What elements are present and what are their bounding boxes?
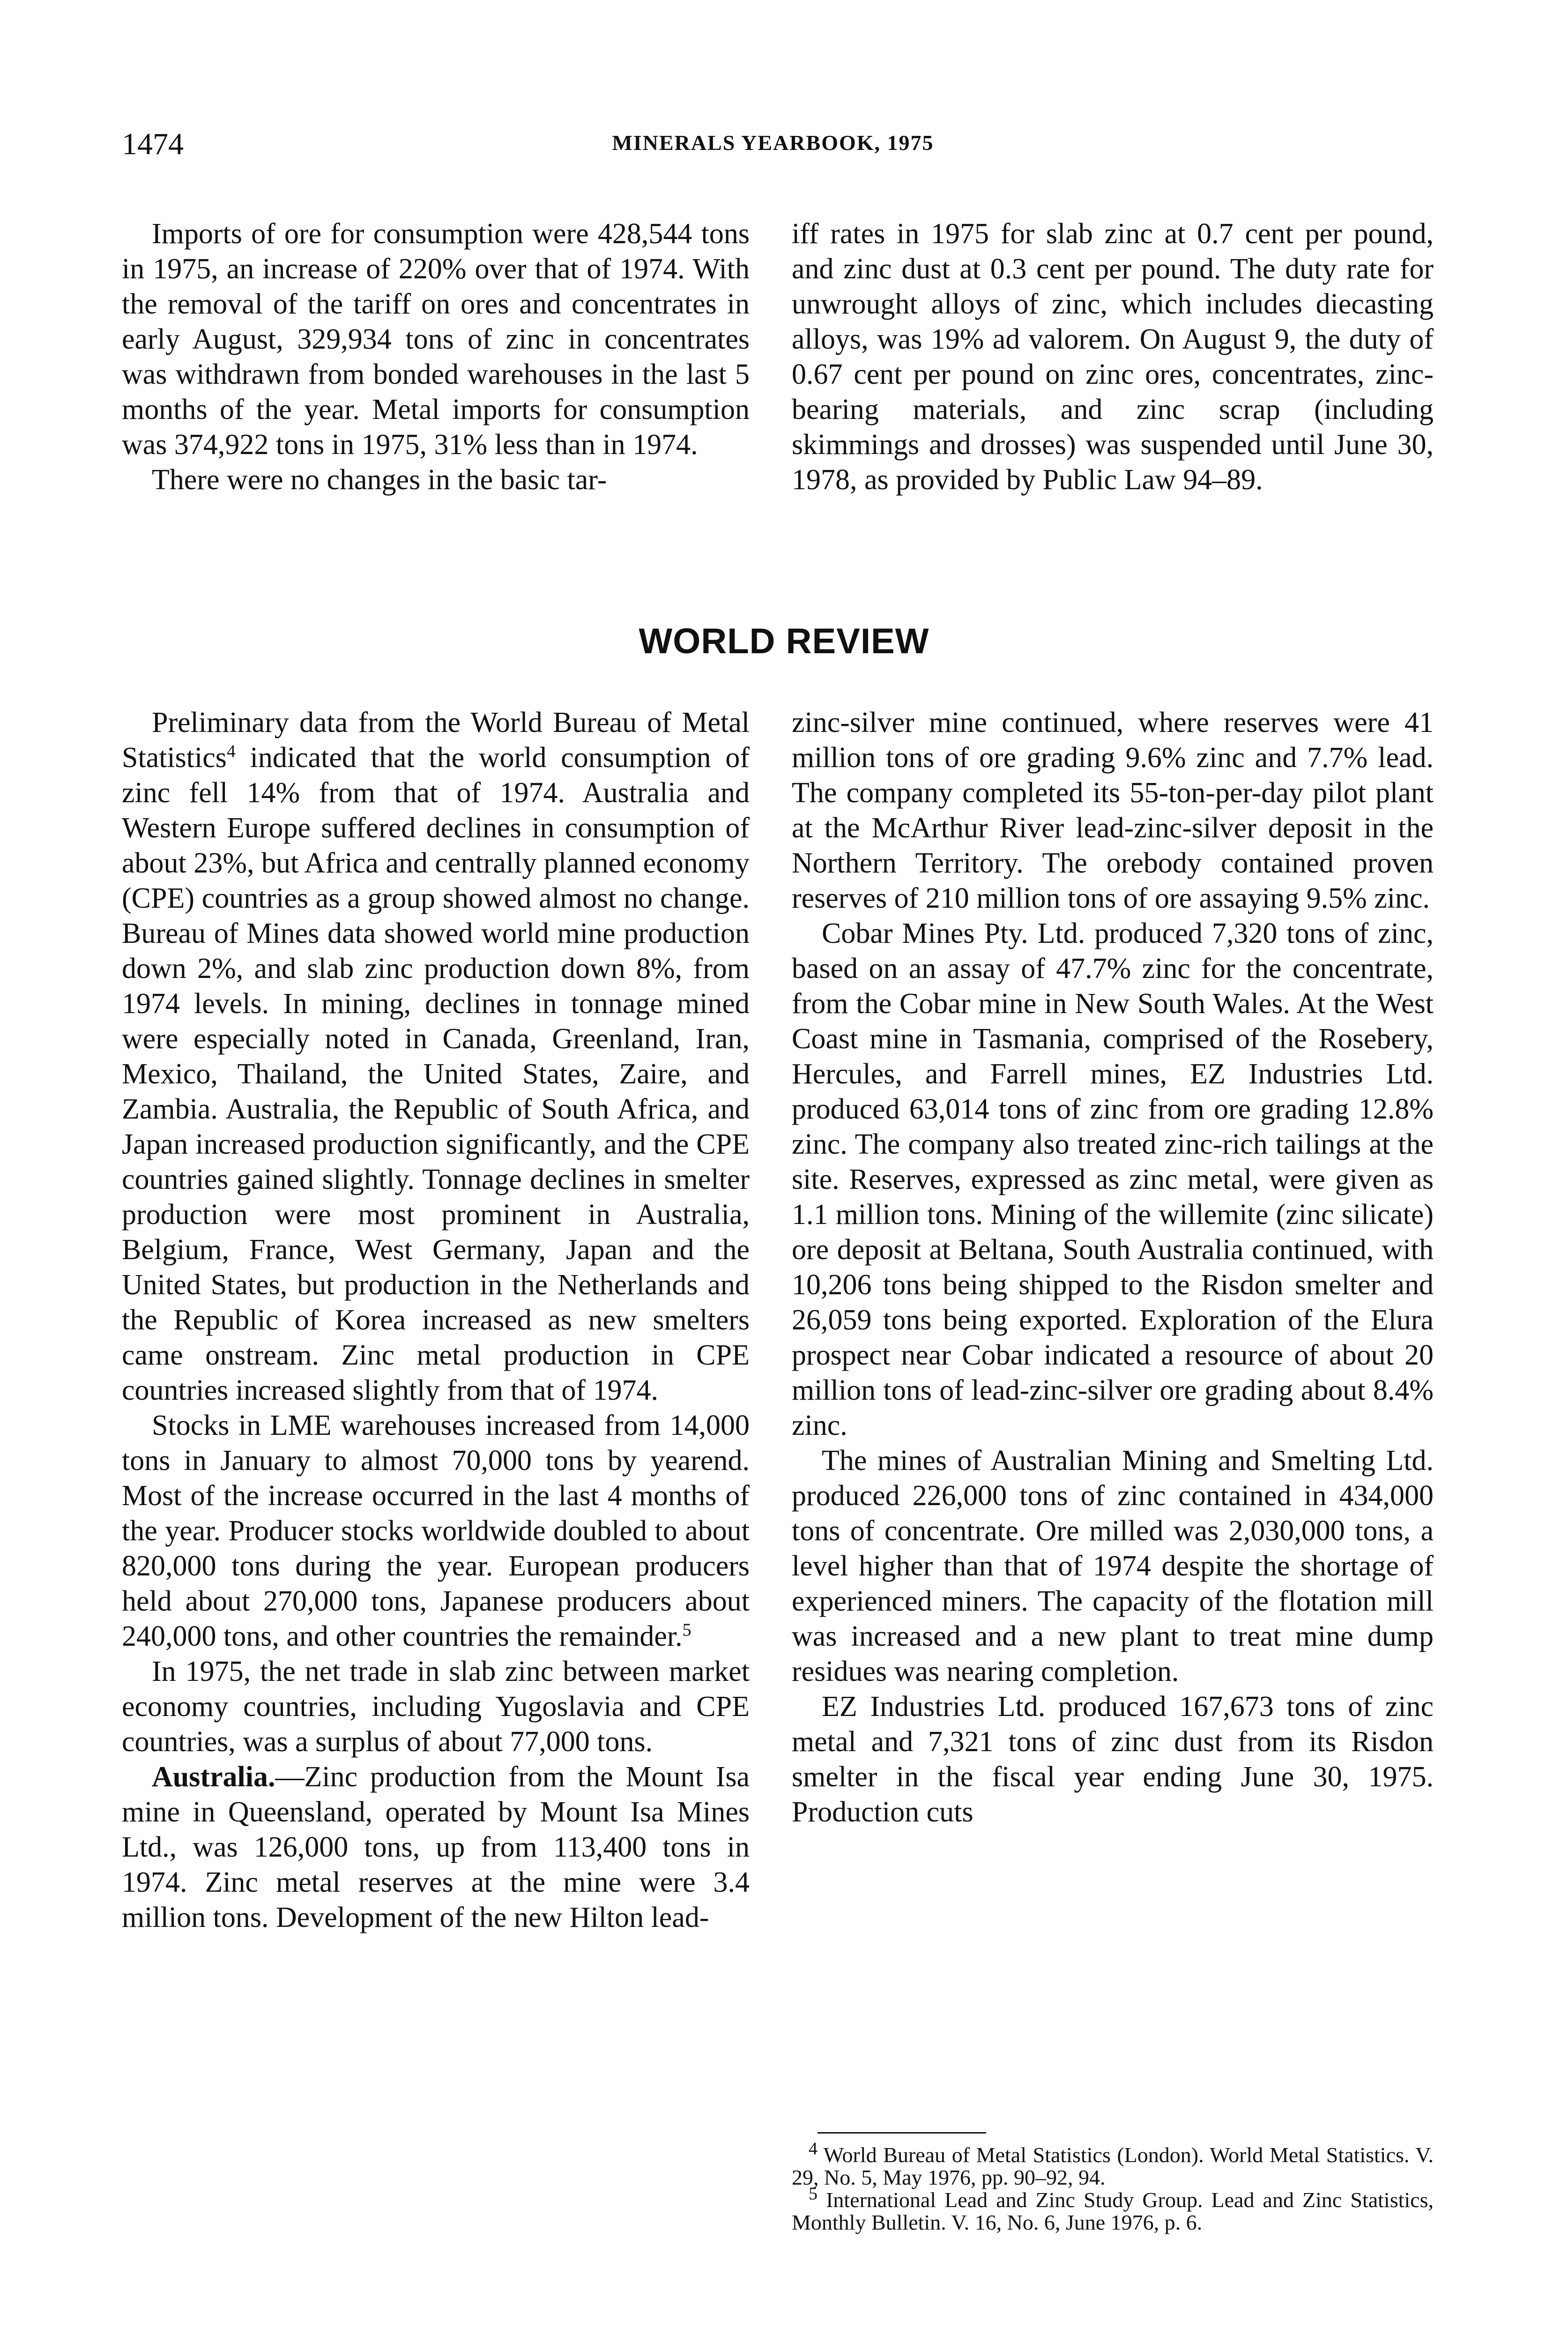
footnote-mark: 5 [809, 2184, 817, 2204]
top-left-column [122, 216, 750, 498]
paragraph [122, 705, 750, 1408]
top-right-column [792, 216, 1434, 498]
paragraph: zinc-silver mine continued, where reserves were 41 million tons of ore grading 9.6% zinc and 7.7% lead. The company completed its 55-ton-per-day pilot plant at the McArthur River lead-zinc-silver deposit in the Northern Territory. The orebody contained proven reserves of 210 million tons of ore assaying 9.5% zinc. [792, 707, 1434, 914]
paragraph-text: Preliminary data from the World Bureau of Metal Statistics [122, 707, 750, 774]
footnotes [792, 2139, 1434, 2234]
paragraph [122, 1760, 750, 1935]
footnote [792, 2139, 1434, 2189]
footnote-divider [817, 2132, 986, 2134]
footnote-ref: 4 [226, 741, 236, 761]
paragraph: There were no changes in the basic tar- [152, 464, 607, 496]
footnote-text: World Bureau of Metal Statistics (London). World Metal Statistics. V. 29, No. 5, May 1976, pp. 90–92, 94. [792, 2143, 1434, 2189]
footnote-text: International Lead and Zinc Study Group. Lead and Zinc Statistics, Monthly Bulletin. V. 16, No. 6, June 1976, p. 6. [792, 2188, 1434, 2234]
run-in-heading: Australia. [152, 1761, 275, 1793]
running-head: MINERALS YEARBOOK, 1975 [612, 131, 934, 155]
footnote [792, 2184, 1434, 2234]
paragraph-text: Stocks in LME warehouses increased from 14,000 tons in January to almost 70,000 tons by yearend. Most of the increase occurred in the last 4 months of the year. Producer stocks worldwide doubled to about 820,000 tons during the year. European producers held about 270,000 tons, Japanese producers about 240,000 tons, and other countries the remainder. [122, 1410, 750, 1652]
footnote-ref: 5 [682, 1620, 691, 1640]
paragraph: Imports of ore for consumption were 428,544 tons in 1975, an increase of 220% over that of 1974. With the removal of the tariff on ores and concentrates in early August, 329,934 tons of zinc in concentrates was withdrawn from bonded warehouses in the last 5 months of the year. Metal imports for consumption was 374,922 tons in 1975, 31% less than in 1974. [122, 218, 750, 461]
right-column [792, 705, 1434, 1830]
paragraph: The mines of Australian Mining and Smelting Ltd. produced 226,000 tons of zinc contained in 434,000 tons of concentrate. Ore milled was 2,030,000 tons, a level higher than that of 1974 despite the shortage of experienced miners. The capacity of the flotation mill was increased and a new plant to treat mine dump residues was nearing completion. [792, 1445, 1434, 1687]
page-header [122, 127, 1424, 169]
paragraph [122, 1408, 750, 1654]
paragraph-text: —Zinc production from the Mount Isa mine in Queensland, operated by Mount Isa Mines Ltd., was 126,000 tons, up from 113,400 tons in 1974. Zinc metal reserves at the mine were 3.4 million tons. Development of the new Hilton lead- [122, 1761, 750, 1933]
paragraph: In 1975, the net trade in slab zinc between market economy countries, including Yugoslavia and CPE countries, was a surplus of about 77,000 tons. [122, 1656, 750, 1758]
paragraph: iff rates in 1975 for slab zinc at 0.7 cent per pound, and zinc dust at 0.3 cent per pound. The duty rate for unwrought alloys of zinc, which includes diecasting alloys, was 19% ad valorem. On August 9, the duty of 0.67 cent per pound on zinc ores, concentrates, zinc-bearing materials, and zinc scrap (including skimmings and drosses) was suspended until June 30, 1978, as provided by Public Law 94–89. [792, 218, 1434, 496]
paragraph-text: indicated that the world consumption of zinc fell 14% from that of 1974. Australia and Western Europe suffered declines in consumption of about 23%, but Africa and centrally planned economy (CPE) countries as a group showed almost no change. Bureau of Mines data showed world mine production down 2%, and slab zinc production down 8%, from 1974 levels. In mining, declines in tonnage mined were especially noted in Canada, Greenland, Iran, Mexico, Thailand, the United States, Zaire, and Zambia. Australia, the Republic of South Africa, and Japan increased production significantly, and the CPE countries gained slightly. Tonnage declines in smelter production were most prominent in Australia, Belgium, France, West Germany, Japan and the United States, but production in the Netherlands and the Republic of Korea increased as new smelters came onstream. Zinc metal production in CPE countries increased slightly from that of 1974. [122, 742, 750, 1406]
page-number: 1474 [122, 127, 184, 161]
paragraph: EZ Industries Ltd. produced 167,673 tons of zinc metal and 7,321 tons of zinc dust from its Risdon smelter in the fiscal year ending June 30, 1975. Production cuts [792, 1691, 1434, 1828]
footnote-mark: 4 [809, 2139, 817, 2159]
section-heading: WORLD REVIEW [639, 621, 929, 661]
left-column [122, 705, 750, 1935]
paragraph: Cobar Mines Pty. Ltd. produced 7,320 tons of zinc, based on an assay of 47.7% zinc for the concentrate, from the Cobar mine in New South Wales. At the West Coast mine in Tasmania, comprised of the Rosebery, Hercules, and Farrell mines, EZ Industries Ltd. produced 63,014 tons of zinc from ore grading 12.8% zinc. The company also treated zinc-rich tailings at the site. Reserves, expressed as zinc metal, were given as 1.1 million tons. Mining of the willemite (zinc silicate) ore deposit at Beltana, South Australia continued, with 10,206 tons being shipped to the Risdon smelter and 26,059 tons being exported. Exploration of the Elura prospect near Cobar indicated a resource of about 20 million tons of lead-zinc-silver ore grading about 8.4% zinc. [792, 918, 1434, 1441]
